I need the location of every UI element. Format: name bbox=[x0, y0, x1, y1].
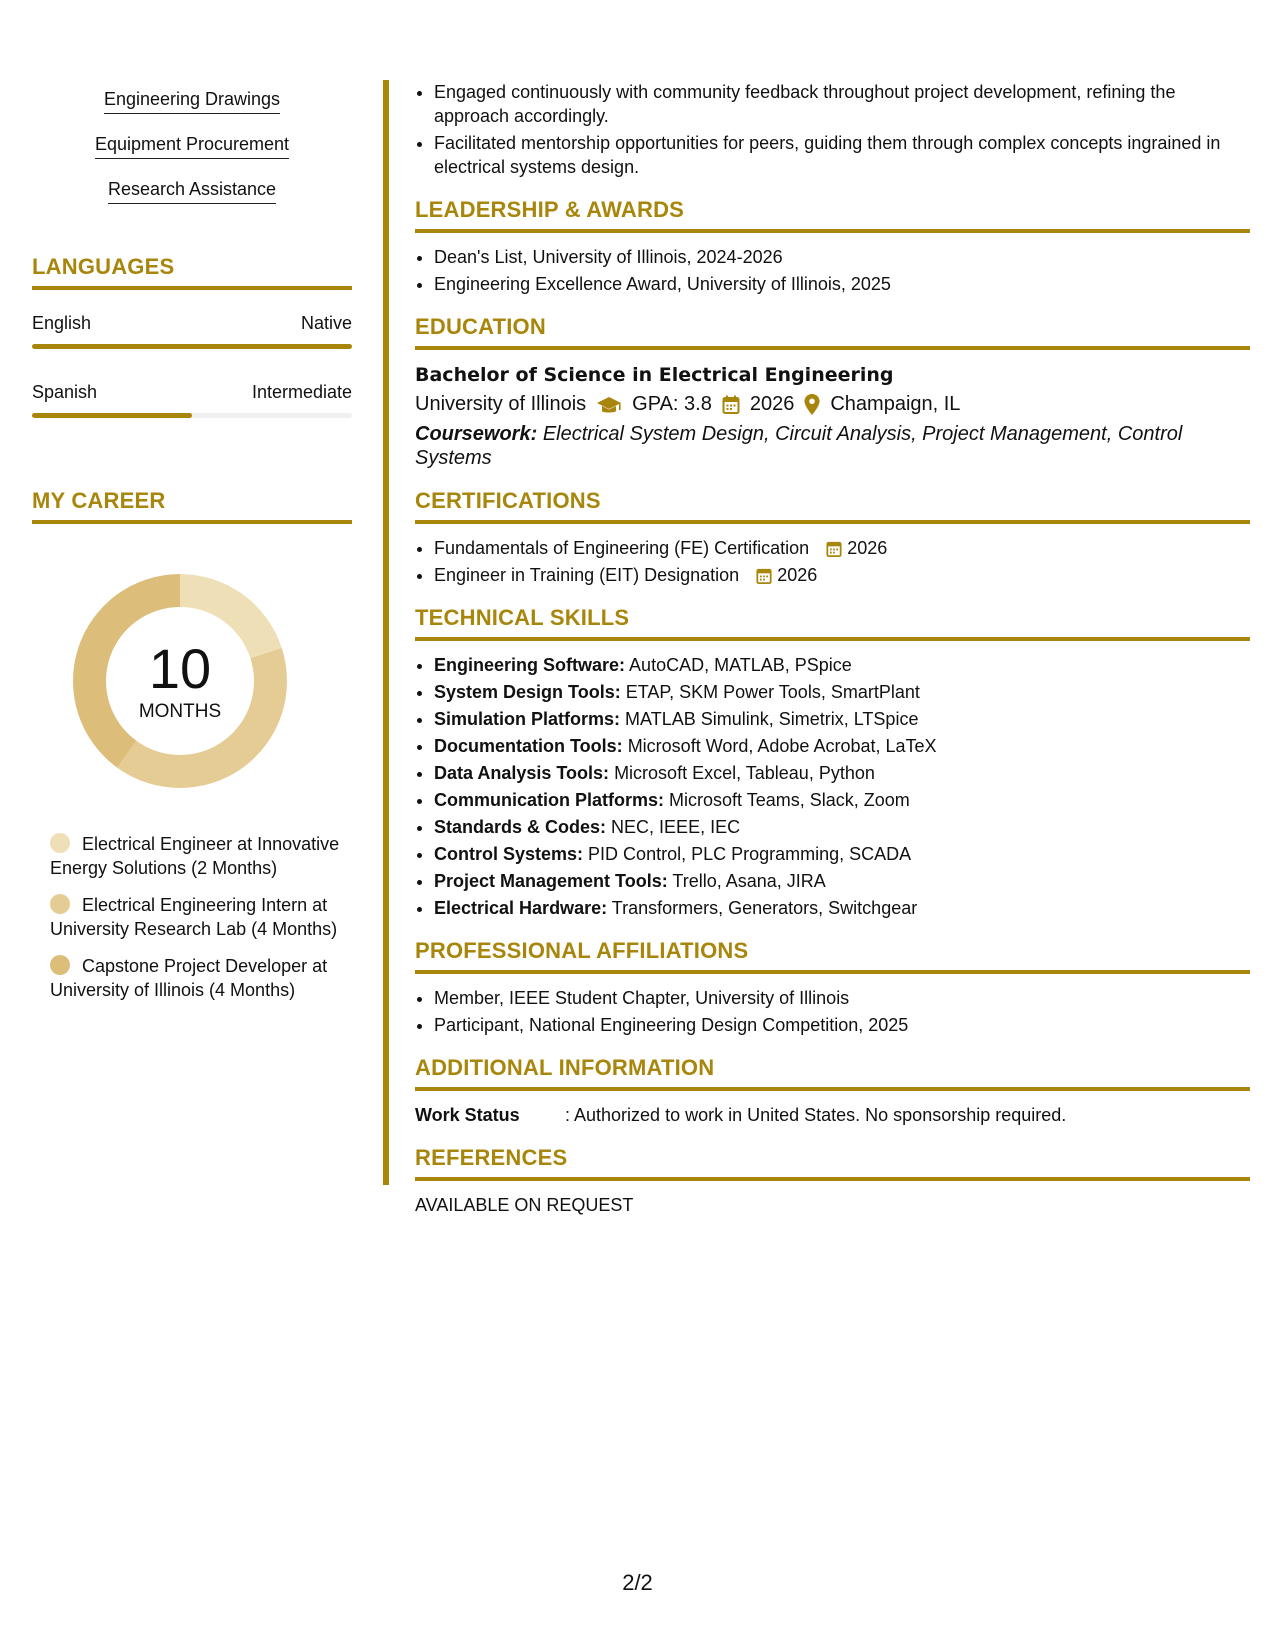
career-legend-item bbox=[50, 954, 340, 1002]
certification-name: Engineer in Training (EIT) Designation bbox=[434, 565, 740, 585]
language-bar bbox=[32, 413, 352, 418]
skills-title: TECHNICAL SKILLS bbox=[415, 605, 1250, 641]
legend-dot bbox=[50, 955, 70, 975]
calendar-icon bbox=[756, 565, 777, 585]
skill-tag: Equipment Procurement bbox=[95, 133, 289, 159]
leadership-item: • Dean's List, University of Illinois, 2024-2026 bbox=[434, 245, 1250, 269]
language-name: English bbox=[32, 313, 92, 333]
right-column bbox=[415, 80, 1250, 1217]
skill-value: AutoCAD, MATLAB, PSpice bbox=[629, 655, 852, 675]
language-level: Intermediate bbox=[251, 382, 352, 402]
column-divider bbox=[383, 80, 389, 1185]
skill-value: MATLAB Simulink, Simetrix, LTSpice bbox=[625, 709, 919, 729]
career-donut-chart bbox=[65, 566, 295, 796]
calendar-icon bbox=[826, 538, 847, 558]
career-title: MY CAREER bbox=[32, 488, 352, 524]
skill-value: ETAP, SKM Power Tools, SmartPlant bbox=[625, 682, 920, 702]
career-label: Capstone Project Developer at University of Illinois (4 Months) bbox=[50, 956, 328, 1000]
location-pin-icon bbox=[804, 390, 820, 418]
languages-title: LANGUAGES bbox=[32, 254, 352, 290]
skill-item bbox=[434, 734, 1250, 758]
coursework-list: Electrical System Design, Circuit Analysis, Project Management, Control Systems bbox=[415, 423, 1183, 469]
work-status-label: Work Status bbox=[415, 1105, 520, 1125]
donut-center bbox=[65, 566, 295, 796]
references-text: AVAILABLE ON REQUEST bbox=[415, 1195, 634, 1215]
skill-value: Microsoft Teams, Slack, Zoom bbox=[669, 790, 910, 810]
language-level: Native bbox=[300, 313, 352, 333]
skill-label: Engineering Software: bbox=[434, 655, 626, 675]
certification-year: 2026 bbox=[777, 565, 818, 585]
certifications-list bbox=[415, 536, 1250, 587]
education-meta bbox=[415, 390, 1250, 418]
work-status-value: : Authorized to work in United States. No sponsorship required. bbox=[565, 1105, 1067, 1125]
experience-bullets bbox=[415, 80, 1250, 179]
leadership-title: LEADERSHIP & AWARDS bbox=[415, 197, 1250, 233]
language-bar-fill bbox=[32, 344, 352, 349]
skill-value: Microsoft Word, Adobe Acrobat, LaTeX bbox=[627, 736, 937, 756]
school-name: University of Illinois bbox=[415, 393, 587, 415]
skill-tag: Research Assistance bbox=[108, 178, 276, 204]
language-bar bbox=[32, 344, 352, 349]
skill-label: Standards & Codes: bbox=[434, 817, 607, 837]
coursework-label: Coursework: bbox=[415, 423, 538, 445]
certification-item bbox=[434, 536, 1250, 560]
experience-bullet: • Engaged continuously with community feedback throughout project development, refining the approach accordingly. bbox=[434, 80, 1250, 128]
affiliation-item: • Participant, National Engineering Design Competition, 2025 bbox=[434, 1013, 1250, 1037]
skills-list bbox=[415, 653, 1250, 920]
skill-item bbox=[434, 788, 1250, 812]
certification-name: Fundamentals of Engineering (FE) Certification bbox=[434, 538, 810, 558]
career-section bbox=[32, 488, 352, 1002]
certification-year: 2026 bbox=[847, 538, 888, 558]
affiliation-item: • Member, IEEE Student Chapter, University of Illinois bbox=[434, 986, 1250, 1010]
skill-label: Documentation Tools: bbox=[434, 736, 623, 756]
legend-dot bbox=[50, 894, 70, 914]
skill-item bbox=[434, 680, 1250, 704]
left-column bbox=[32, 80, 352, 1015]
language-bar-fill bbox=[32, 413, 192, 418]
language-item bbox=[32, 312, 352, 349]
skill-value: NEC, IEEE, IEC bbox=[611, 817, 741, 837]
certifications-title: CERTIFICATIONS bbox=[415, 488, 1250, 524]
skill-item bbox=[434, 869, 1250, 893]
calendar-icon bbox=[722, 390, 740, 418]
skill-item bbox=[434, 815, 1250, 839]
degree-name: Bachelor of Science in Electrical Engineering bbox=[415, 364, 894, 386]
skill-label: System Design Tools: bbox=[434, 682, 621, 702]
skill-value: PID Control, PLC Programming, SCADA bbox=[588, 844, 912, 864]
leadership-item: • Engineering Excellence Award, University of Illinois, 2025 bbox=[434, 272, 1250, 296]
education-location: Champaign, IL bbox=[830, 393, 961, 415]
skill-tags bbox=[32, 88, 352, 204]
affiliations-list bbox=[415, 986, 1250, 1037]
career-legend bbox=[32, 832, 340, 1002]
skill-item bbox=[434, 653, 1250, 677]
graduation-cap-icon bbox=[596, 390, 622, 418]
graduation-year: 2026 bbox=[749, 393, 795, 415]
skill-value: Microsoft Excel, Tableau, Python bbox=[614, 763, 875, 783]
skill-label: Communication Platforms: bbox=[434, 790, 665, 810]
language-item bbox=[32, 381, 352, 418]
experience-bullet: • Facilitated mentorship opportunities for peers, guiding them through complex concepts ingrained in electrical systems design. bbox=[434, 131, 1250, 179]
career-total-unit: MONTHS bbox=[138, 701, 222, 722]
career-legend-item bbox=[50, 832, 340, 880]
additional-info-title: ADDITIONAL INFORMATION bbox=[415, 1055, 1250, 1091]
leadership-list bbox=[415, 245, 1250, 296]
skill-label: Project Management Tools: bbox=[434, 871, 668, 891]
page-number: 2/2 bbox=[622, 1570, 653, 1595]
skill-item bbox=[434, 842, 1250, 866]
education-title: EDUCATION bbox=[415, 314, 1250, 350]
skill-value: Transformers, Generators, Switchgear bbox=[611, 898, 918, 918]
skill-item bbox=[434, 707, 1250, 731]
gpa: GPA: 3.8 bbox=[632, 393, 712, 415]
skill-item bbox=[434, 896, 1250, 920]
skill-item bbox=[434, 761, 1250, 785]
skill-label: Electrical Hardware: bbox=[434, 898, 608, 918]
languages-section bbox=[32, 254, 352, 418]
skill-value: Trello, Asana, JIRA bbox=[672, 871, 826, 891]
career-legend-item bbox=[50, 893, 340, 941]
references-title: REFERENCES bbox=[415, 1145, 1250, 1181]
career-total-number: 10 bbox=[148, 637, 212, 700]
work-status-row bbox=[415, 1103, 1250, 1127]
affiliations-title: PROFESSIONAL AFFILIATIONS bbox=[415, 938, 1250, 974]
skill-label: Simulation Platforms: bbox=[434, 709, 621, 729]
legend-dot bbox=[50, 833, 70, 853]
career-label: Electrical Engineering Intern at University Research Lab (4 Months) bbox=[50, 895, 338, 939]
certification-item bbox=[434, 563, 1250, 587]
language-name: Spanish bbox=[32, 382, 98, 402]
coursework bbox=[415, 422, 1250, 470]
skill-label: Data Analysis Tools: bbox=[434, 763, 610, 783]
skill-tag: Engineering Drawings bbox=[104, 88, 280, 114]
career-label: Electrical Engineer at Innovative Energy Solutions (2 Months) bbox=[50, 834, 340, 878]
skill-label: Control Systems: bbox=[434, 844, 584, 864]
